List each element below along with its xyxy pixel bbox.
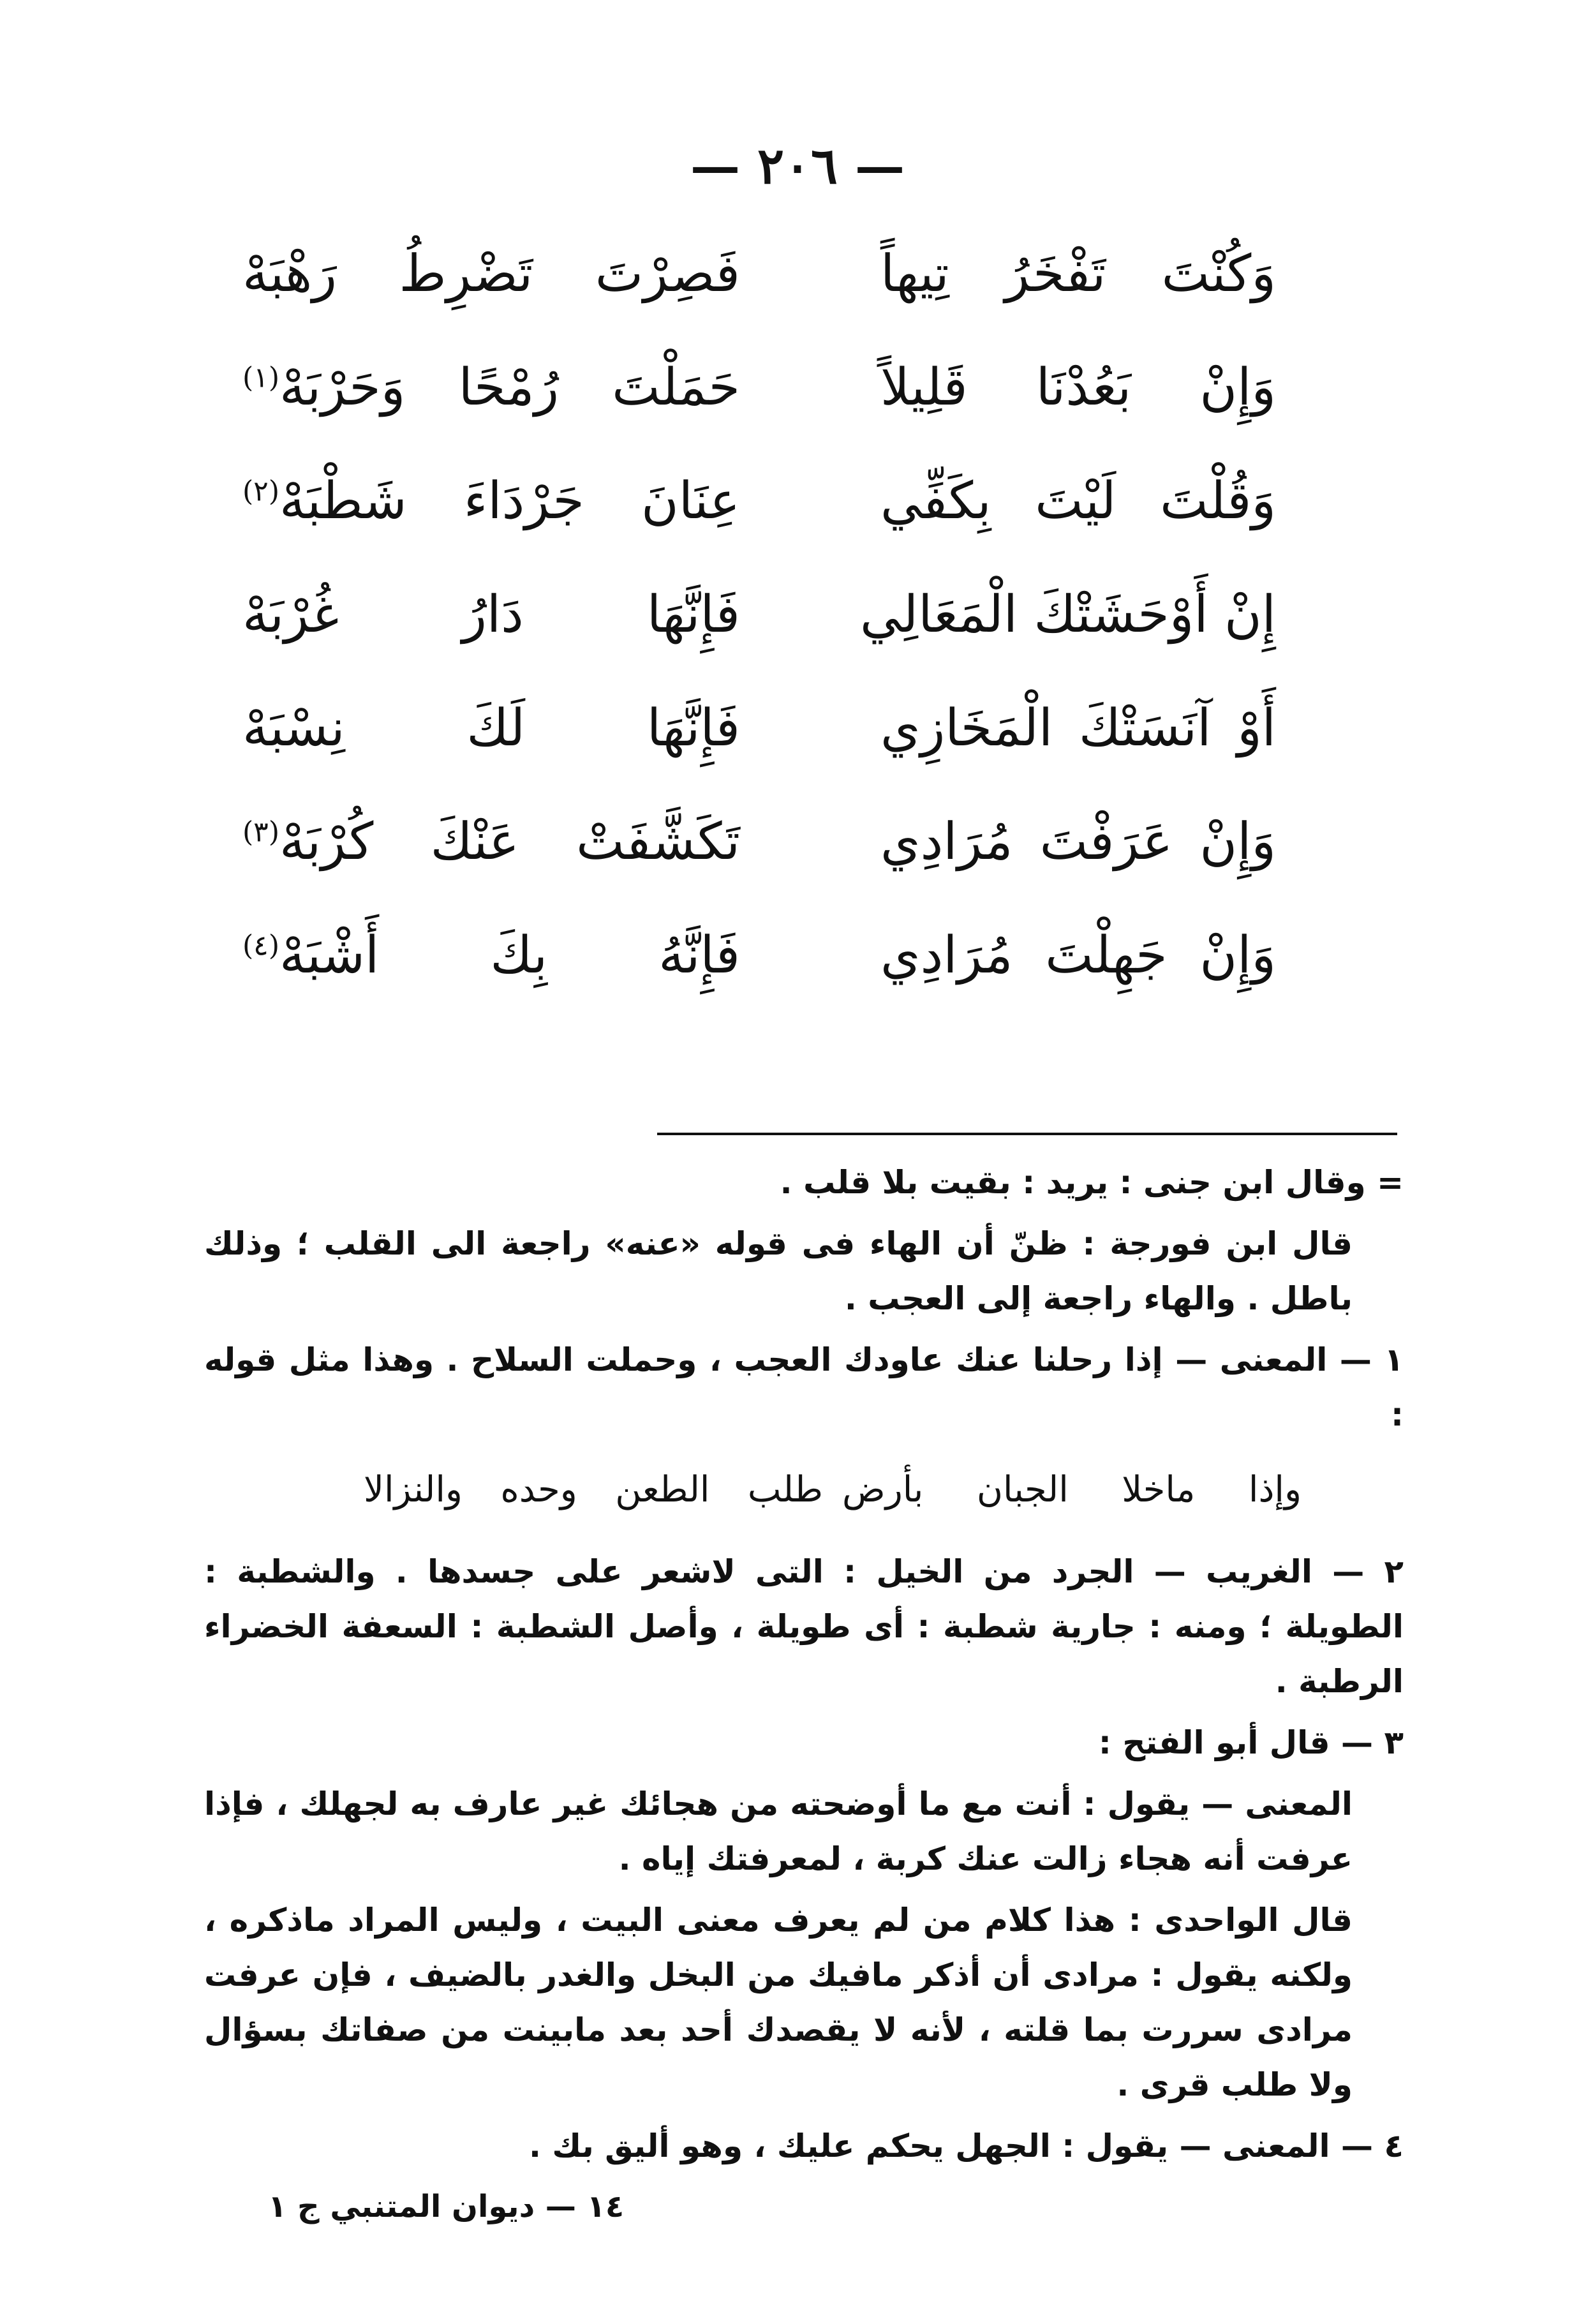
quoted-verse-second: طلب الطعن وحده والنزالا (364, 1469, 823, 1510)
note-ibn-furrajah: قال ابن فورجة : ظنّ أن الهاء فى قوله «عنه» راجعة الى القلب ؛ وذلك باطل . والهاء راجعة إلى العجب . (204, 1225, 1353, 1317)
verse (242, 444, 1276, 558)
note-4: ٤ — المعنى — يقول : الجهل يحكم عليك ، وهو أليق بك . (529, 2127, 1404, 2164)
note-3: ٣ — قال أبو الفتح : (1098, 1724, 1404, 1761)
hemistich-text: فَإِنَّهَا دَارُ غُرْبَهْ (242, 585, 740, 644)
verse (242, 558, 1276, 671)
page-number: — ٢٠٦ — (690, 137, 905, 195)
quoted-verse (204, 1455, 1404, 1525)
note-wahidi: قال الواحدى : هذا كلام من لم يعرف معنى البيت ، وليس المراد ماذكره ، ولكنه يقول : مرادى أن أذكر مافيك من البخل والغدر بالضيف ، فإن عرفت مرادى سررت بما قلته ، لأنه لا يقصدك أحد بعد مابينت من صفاتك بسؤال ولا طلب قرى . (204, 1902, 1353, 2103)
verse-second-hemistich (242, 558, 740, 671)
verse (242, 785, 1276, 898)
verse-second-hemistich (242, 444, 740, 558)
verse-first-hemistich: أَوْ آنَسَتْكَ الْمَخَازِي (880, 698, 1276, 757)
verse-first-hemistich: وَقُلْتَ لَيْتَ بِكَفِّي (880, 471, 1276, 530)
quoted-verse-first: وإذا ماخلا الجبان بأرض (842, 1469, 1302, 1510)
note-continuation: = وقال ابن جنى : يريد : بقيت بلا قلب . (780, 1164, 1404, 1201)
footnote-divider (657, 1133, 1397, 1135)
footnote-marker: (٢) (242, 475, 279, 508)
verse (242, 898, 1276, 1012)
verse-second-hemistich (242, 671, 740, 785)
hemistich-text: فَإِنَّهُ بِكَ أَشْبَهْ (279, 925, 740, 985)
verse-second-hemistich (242, 331, 740, 444)
footnote-marker: (٣) (242, 816, 279, 849)
footnote-marker: (١) (242, 361, 279, 394)
hemistich-text: تَكَشَّفَتْ عَنْكَ كُرْبَهْ (279, 812, 740, 871)
verse-second-hemistich (242, 785, 740, 898)
note-3-meaning: المعنى — يقول : أنت مع ما أوضحته من هجائك غير عارف به لجهلك ، فإذا عرفت أنه هجاء زالت عنك كربة ، لمعرفتك إياه . (204, 1785, 1353, 1877)
page-footer: ١٤ — ديوان المتنبي ج ١ (268, 2189, 625, 2224)
verse (242, 331, 1276, 444)
footnote-marker: (٤) (242, 929, 279, 962)
note-1: ١ — المعنى — إذا رحلنا عنك عاودك العجب ، وحملت السلاح . وهذا مثل قوله : (204, 1341, 1404, 1433)
hemistich-text: فَإِنَّهَا لَكَ نِسْبَهْ (242, 698, 740, 757)
verse-first-hemistich: وَكُنْتَ تَفْخَرُ تِيهاً (880, 244, 1276, 303)
hemistich-text: فَصِرْتَ تَضْرِطُ رَهْبَهْ (242, 244, 740, 303)
footnotes (204, 1155, 1404, 2180)
hemistich-text: عِنَانَ جَرْدَاءَ شَطْبَهْ (279, 471, 740, 530)
hemistich-text: حَمَلْتَ رُمْحًا وَحَرْبَهْ (279, 357, 740, 417)
verse-first-hemistich: وَإِنْ بَعُدْنَا قَلِيلاً (880, 357, 1276, 417)
verse (242, 217, 1276, 331)
poem (242, 217, 1276, 1012)
verse-first-hemistich: إِنْ أَوْحَشَتْكَ الْمَعَالِي (860, 585, 1276, 644)
verse-second-hemistich (242, 217, 740, 331)
verse-first-hemistich: وَإِنْ جَهِلْتَ مُرَادِي (880, 925, 1276, 985)
verse (242, 671, 1276, 785)
note-2: ٢ — الغريب — الجرد من الخيل : التى لاشعر على جسدها . والشطبة : الطويلة ؛ ومنه : جارية شطبة : أى طويلة ، وأصل الشطبة : السعفة الخضراء الرطبة . (204, 1553, 1404, 1700)
verse-second-hemistich (242, 898, 740, 1012)
verse-first-hemistich: وَإِنْ عَرَفْتَ مُرَادِي (880, 812, 1276, 871)
